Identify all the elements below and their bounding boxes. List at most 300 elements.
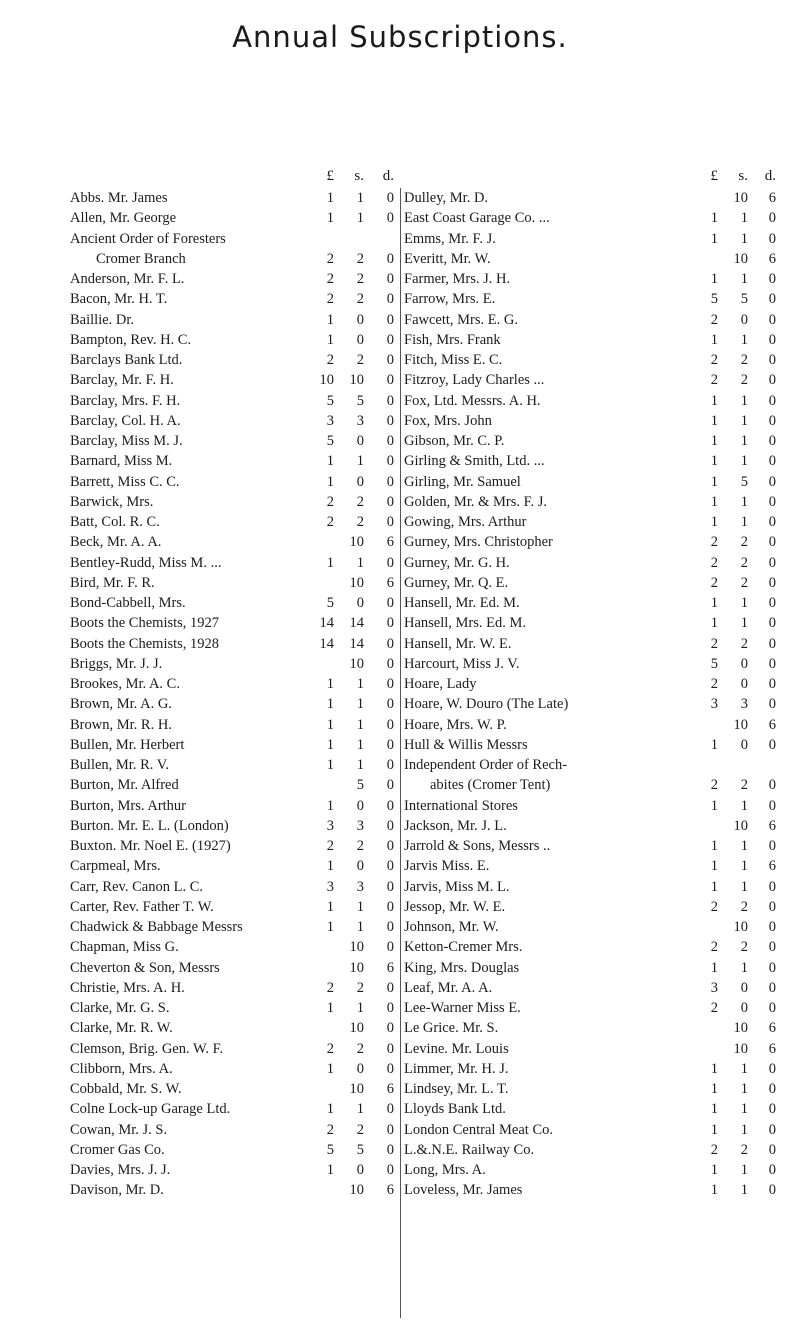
amount-pounds: 5 bbox=[326, 595, 334, 611]
amount-shillings: 1 bbox=[740, 878, 748, 895]
subscriber-name: Gurney, Mr. G. H. bbox=[404, 554, 510, 571]
subscriber-name: Gowing, Mrs. Arthur bbox=[404, 514, 527, 530]
subscriber-row bbox=[404, 269, 784, 289]
subscriber-name: Ketton-Cremer Mrs. bbox=[404, 939, 523, 956]
subscriber-row bbox=[404, 897, 784, 917]
amount-shillings: 1 bbox=[740, 230, 748, 247]
amount-shillings: 1 bbox=[356, 1000, 364, 1016]
amount-shillings: 1 bbox=[356, 190, 364, 206]
subscriber-row bbox=[70, 836, 400, 856]
amount-shillings: 0 bbox=[356, 433, 364, 449]
subscriber-name: Carr, Rev. Canon L. C. bbox=[70, 878, 203, 895]
amount-pounds: 1 bbox=[710, 959, 718, 976]
subscriber-name: Barclay, Col. H. A. bbox=[70, 412, 181, 429]
amount-shillings: 10 bbox=[733, 1040, 748, 1057]
subscriber-name: Burton, Mr. Alfred bbox=[70, 777, 179, 794]
subscriber-row bbox=[404, 998, 784, 1018]
subscriber-name: Jarvis, Miss M. L. bbox=[404, 878, 510, 895]
subscriber-row bbox=[404, 431, 784, 451]
amount-pounds: 2 bbox=[326, 514, 334, 530]
amount-pounds: 1 bbox=[710, 331, 718, 348]
amount-pounds: 2 bbox=[710, 635, 718, 652]
subscriber-row bbox=[404, 694, 784, 714]
amount-shillings: 10 bbox=[733, 817, 748, 834]
subscriber-name: abites (Cromer Tent) bbox=[430, 777, 551, 794]
amount-pence: 6 bbox=[386, 574, 394, 591]
amount-pounds: 1 bbox=[326, 716, 334, 733]
subscriber-row bbox=[70, 694, 400, 714]
amount-shillings: 3 bbox=[740, 696, 748, 713]
amount-pounds: 1 bbox=[710, 615, 718, 632]
subscriber-row bbox=[70, 269, 400, 289]
amount-pounds: 1 bbox=[710, 1081, 718, 1097]
subscriber-row bbox=[70, 755, 400, 775]
amount-shillings: 2 bbox=[356, 1040, 364, 1057]
subscriber-row bbox=[404, 917, 784, 937]
amount-pence: 0 bbox=[386, 676, 394, 692]
amount-pence: 0 bbox=[386, 919, 394, 935]
amount-pounds: 2 bbox=[710, 1141, 718, 1158]
amount-pence: 0 bbox=[386, 210, 394, 227]
amount-shillings: 2 bbox=[740, 939, 748, 956]
amount-pence: 0 bbox=[386, 1141, 394, 1158]
amount-pence: 0 bbox=[768, 311, 776, 328]
amount-pence: 0 bbox=[768, 230, 776, 247]
amount-pence: 0 bbox=[768, 352, 776, 368]
amount-shillings: 2 bbox=[740, 635, 748, 652]
amount-pence: 0 bbox=[386, 615, 394, 632]
amount-pence: 0 bbox=[768, 1081, 776, 1097]
subscriber-row bbox=[70, 249, 400, 269]
subscriber-row bbox=[70, 917, 400, 937]
amount-pounds: 1 bbox=[326, 919, 334, 935]
amount-shillings: 3 bbox=[356, 878, 364, 895]
subscriber-name: Anderson, Mr. F. L. bbox=[70, 271, 185, 287]
subscriber-row bbox=[404, 188, 784, 208]
amount-pence: 0 bbox=[768, 919, 776, 935]
subscriber-name: Brown, Mr. R. H. bbox=[70, 716, 172, 733]
amount-pence: 0 bbox=[386, 898, 394, 915]
amount-pounds: 1 bbox=[710, 858, 718, 875]
amount-shillings: 1 bbox=[356, 696, 364, 713]
amount-pence: 0 bbox=[386, 595, 394, 611]
subscriber-row bbox=[70, 330, 400, 350]
amount-pence: 0 bbox=[386, 797, 394, 814]
amount-shillings: 1 bbox=[740, 412, 748, 429]
subscriber-name: Ancient Order of Foresters bbox=[70, 230, 226, 247]
amount-shillings: 5 bbox=[356, 392, 364, 409]
amount-pence: 0 bbox=[768, 433, 776, 449]
subscriber-name: Hoare, Lady bbox=[404, 676, 477, 692]
subscriber-name: Lloyds Bank Ltd. bbox=[404, 1101, 506, 1118]
amount-pence: 0 bbox=[386, 250, 394, 267]
amount-shillings: 14 bbox=[349, 615, 364, 632]
amount-pounds: 2 bbox=[326, 250, 334, 267]
amount-shillings: 10 bbox=[733, 250, 748, 267]
amount-pounds: 1 bbox=[326, 473, 334, 490]
subscriber-name: Bullen, Mr. R. V. bbox=[70, 757, 169, 773]
subscriber-name: L.&.N.E. Railway Co. bbox=[404, 1141, 535, 1158]
subscriber-name: Clarke, Mr. R. W. bbox=[70, 1020, 173, 1037]
amount-pence: 0 bbox=[386, 716, 394, 733]
amount-pence: 6 bbox=[768, 817, 776, 834]
amount-pence: 0 bbox=[768, 959, 776, 976]
amount-pence: 0 bbox=[768, 453, 776, 470]
subscriber-row bbox=[70, 735, 400, 755]
amount-pounds: 3 bbox=[710, 979, 718, 996]
subscriber-row bbox=[404, 492, 784, 512]
subscriber-name: Chadwick & Babbage Messrs bbox=[70, 919, 243, 935]
subscriber-name: Gurney, Mr. Q. E. bbox=[404, 574, 509, 591]
amount-pence: 6 bbox=[768, 1040, 776, 1057]
amount-pounds: 14 bbox=[319, 615, 334, 632]
subscriber-name: Barnard, Miss M. bbox=[70, 453, 173, 470]
amount-pence: 0 bbox=[386, 554, 394, 571]
subscriber-name: Lindsey, Mr. L. T. bbox=[404, 1081, 509, 1097]
amount-pence: 0 bbox=[768, 331, 776, 348]
amount-shillings: 1 bbox=[740, 514, 748, 530]
subscriber-row bbox=[404, 1018, 784, 1038]
amount-pence: 0 bbox=[386, 372, 394, 389]
subscriber-name: Fox, Mrs. John bbox=[404, 412, 492, 429]
subscriber-name: Hoare, W. Douro (The Late) bbox=[404, 696, 569, 713]
amount-pence: 0 bbox=[386, 453, 394, 470]
amount-pence: 0 bbox=[768, 696, 776, 713]
amount-shillings: 10 bbox=[349, 372, 364, 389]
subscriber-name: Jackson, Mr. J. L. bbox=[404, 817, 507, 834]
amount-pence: 0 bbox=[386, 291, 394, 308]
amount-shillings: 2 bbox=[740, 372, 748, 389]
amount-shillings: 10 bbox=[349, 1182, 364, 1199]
subscriber-row bbox=[404, 451, 784, 471]
subscriber-name: Farrow, Mrs. E. bbox=[404, 291, 496, 308]
amount-pounds: 2 bbox=[710, 676, 718, 692]
amount-pounds: 1 bbox=[710, 230, 718, 247]
amount-shillings: 1 bbox=[740, 1081, 748, 1097]
amount-shillings: 1 bbox=[356, 453, 364, 470]
amount-shillings: 2 bbox=[740, 554, 748, 571]
subscriber-row bbox=[70, 451, 400, 471]
amount-pence: 6 bbox=[768, 858, 776, 875]
amount-shillings: 1 bbox=[740, 493, 748, 510]
pounds-header: £ bbox=[326, 168, 334, 184]
subscriber-row bbox=[404, 229, 784, 249]
subscriber-row bbox=[404, 978, 784, 998]
amount-pence: 0 bbox=[386, 655, 394, 672]
subscriber-name: Bird, Mr. F. R. bbox=[70, 574, 155, 591]
amount-pence: 0 bbox=[768, 1060, 776, 1077]
amount-shillings: 1 bbox=[740, 453, 748, 470]
subscriber-name: Davison, Mr. D. bbox=[70, 1182, 164, 1199]
subscriber-name: Bullen, Mr. Herbert bbox=[70, 736, 185, 753]
subscriber-row bbox=[404, 674, 784, 694]
pence-header: d. bbox=[764, 168, 776, 184]
subscriber-row bbox=[404, 755, 784, 775]
amount-pounds: 1 bbox=[326, 1000, 334, 1016]
amount-shillings: 1 bbox=[740, 1121, 748, 1138]
amount-pence: 0 bbox=[386, 777, 394, 794]
amount-shillings: 1 bbox=[740, 271, 748, 287]
subscriber-name: Jarrold & Sons, Messrs .. bbox=[404, 838, 551, 854]
subscriber-name: Boots the Chemists, 1927 bbox=[70, 615, 220, 632]
subscriber-row bbox=[70, 310, 400, 330]
amount-pence: 0 bbox=[768, 898, 776, 915]
amount-shillings: 3 bbox=[356, 817, 364, 834]
subscriber-name: London Central Meat Co. bbox=[404, 1121, 554, 1138]
subscriber-name: Briggs, Mr. J. J. bbox=[70, 655, 163, 672]
amount-pence: 0 bbox=[768, 291, 776, 308]
amount-pounds: 2 bbox=[326, 291, 334, 308]
subscriber-name: Everitt, Mr. W. bbox=[404, 250, 491, 267]
column-header bbox=[404, 168, 784, 188]
subscriber-name: Cobbald, Mr. S. W. bbox=[70, 1081, 182, 1097]
amount-shillings: 1 bbox=[356, 919, 364, 935]
amount-pence: 0 bbox=[768, 838, 776, 854]
subscriber-name: Davies, Mrs. J. J. bbox=[70, 1162, 171, 1178]
amount-pence: 0 bbox=[768, 1000, 776, 1016]
amount-pence: 0 bbox=[768, 1121, 776, 1138]
amount-shillings: 1 bbox=[740, 1101, 748, 1118]
subscriber-name: Hansell, Mrs. Ed. M. bbox=[404, 615, 527, 632]
amount-pounds: 1 bbox=[710, 433, 718, 449]
subscriber-row bbox=[70, 1180, 400, 1200]
amount-shillings: 5 bbox=[356, 777, 364, 794]
subscriber-name: Barclays Bank Ltd. bbox=[70, 352, 183, 368]
amount-pounds: 2 bbox=[710, 777, 718, 794]
amount-shillings: 1 bbox=[740, 1182, 748, 1199]
page-title: Annual Subscriptions. bbox=[232, 20, 568, 54]
amount-pounds: 1 bbox=[710, 1162, 718, 1178]
subscriber-row bbox=[70, 1079, 400, 1099]
amount-pence: 0 bbox=[386, 514, 394, 530]
amount-pence: 6 bbox=[768, 250, 776, 267]
amount-pence: 0 bbox=[768, 493, 776, 510]
amount-shillings: 0 bbox=[740, 736, 748, 753]
amount-shillings: 0 bbox=[740, 311, 748, 328]
amount-shillings: 3 bbox=[356, 412, 364, 429]
amount-shillings: 10 bbox=[349, 959, 364, 976]
amount-pence: 0 bbox=[386, 190, 394, 206]
pence-header: d. bbox=[382, 168, 394, 184]
subscriber-row bbox=[70, 553, 400, 573]
subscriber-row bbox=[404, 654, 784, 674]
amount-shillings: 2 bbox=[356, 291, 364, 308]
amount-pounds: 2 bbox=[326, 493, 334, 510]
amount-pence: 0 bbox=[386, 696, 394, 713]
amount-pounds: 1 bbox=[710, 1101, 718, 1118]
subscriber-name: Girling, Mr. Samuel bbox=[404, 473, 521, 490]
amount-pounds: 1 bbox=[326, 331, 334, 348]
amount-shillings: 2 bbox=[740, 777, 748, 794]
subscriber-row bbox=[404, 593, 784, 613]
amount-pounds: 14 bbox=[319, 635, 334, 652]
subscriber-name: Brown, Mr. A. G. bbox=[70, 696, 172, 713]
amount-shillings: 1 bbox=[740, 1060, 748, 1077]
amount-pounds: 1 bbox=[326, 736, 334, 753]
amount-pounds: 2 bbox=[710, 534, 718, 551]
subscriber-row bbox=[70, 1140, 400, 1160]
amount-pence: 0 bbox=[768, 939, 776, 956]
subscriber-row bbox=[70, 654, 400, 674]
subscriber-row bbox=[70, 492, 400, 512]
amount-pence: 0 bbox=[386, 1060, 394, 1077]
subscriber-row bbox=[70, 512, 400, 532]
subscriber-name: Hansell, Mr. W. E. bbox=[404, 635, 512, 652]
amount-shillings: 10 bbox=[733, 190, 748, 206]
amount-pence: 0 bbox=[768, 554, 776, 571]
amount-pence: 0 bbox=[386, 757, 394, 773]
subscriber-name: Bampton, Rev. H. C. bbox=[70, 331, 192, 348]
subscriber-row bbox=[404, 613, 784, 633]
amount-pounds: 3 bbox=[710, 696, 718, 713]
amount-pence: 0 bbox=[768, 514, 776, 530]
subscriber-row bbox=[70, 715, 400, 735]
amount-pence: 0 bbox=[386, 1162, 394, 1178]
amount-shillings: 10 bbox=[349, 574, 364, 591]
subscriber-row bbox=[404, 532, 784, 552]
subscriber-name: Gurney, Mrs. Christopher bbox=[404, 534, 553, 551]
subscriber-name: Allen, Mr. George bbox=[70, 210, 177, 227]
amount-pounds: 2 bbox=[326, 271, 334, 287]
subscriber-name: Fish, Mrs. Frank bbox=[404, 331, 501, 348]
subscriber-name: Hoare, Mrs. W. P. bbox=[404, 716, 507, 733]
amount-pence: 0 bbox=[386, 433, 394, 449]
amount-pence: 0 bbox=[768, 878, 776, 895]
subscriber-row bbox=[404, 958, 784, 978]
amount-pence: 0 bbox=[386, 412, 394, 429]
amount-pounds: 1 bbox=[710, 878, 718, 895]
subscriber-row bbox=[70, 370, 400, 390]
subscriber-row bbox=[404, 796, 784, 816]
amount-pence: 0 bbox=[768, 1101, 776, 1118]
amount-shillings: 0 bbox=[356, 797, 364, 814]
subscriber-row bbox=[70, 877, 400, 897]
subscriptions-column-left bbox=[70, 168, 400, 1201]
amount-pounds: 3 bbox=[326, 878, 334, 895]
subscriber-row bbox=[404, 715, 784, 735]
amount-pence: 0 bbox=[386, 493, 394, 510]
subscriber-row bbox=[404, 836, 784, 856]
amount-pence: 6 bbox=[386, 1081, 394, 1097]
subscriber-name: Buxton. Mr. Noel E. (1927) bbox=[70, 838, 231, 854]
amount-pence: 0 bbox=[386, 1000, 394, 1016]
amount-shillings: 2 bbox=[356, 1121, 364, 1138]
subscriber-name: Long, Mrs. A. bbox=[404, 1162, 486, 1178]
amount-shillings: 5 bbox=[740, 291, 748, 308]
amount-pence: 0 bbox=[386, 1101, 394, 1118]
subscriber-row bbox=[70, 350, 400, 370]
subscriber-row bbox=[70, 431, 400, 451]
amount-pence: 0 bbox=[386, 635, 394, 652]
subscriber-row bbox=[70, 1160, 400, 1180]
shillings-header: s. bbox=[354, 168, 364, 184]
amount-pounds: 1 bbox=[710, 1182, 718, 1199]
amount-shillings: 0 bbox=[356, 473, 364, 490]
amount-shillings: 1 bbox=[740, 858, 748, 875]
subscriber-name: Brookes, Mr. A. C. bbox=[70, 676, 180, 692]
subscriber-name: Chapman, Miss G. bbox=[70, 939, 179, 956]
subscriber-name: East Coast Garage Co. ... bbox=[404, 210, 550, 227]
subscriber-row bbox=[404, 1140, 784, 1160]
amount-shillings: 0 bbox=[356, 858, 364, 875]
amount-pounds: 1 bbox=[710, 838, 718, 854]
amount-shillings: 14 bbox=[349, 635, 364, 652]
amount-pence: 0 bbox=[386, 817, 394, 834]
amount-pounds: 5 bbox=[326, 1141, 334, 1158]
subscriber-name: Barclay, Mrs. F. H. bbox=[70, 392, 181, 409]
subscriber-row bbox=[404, 937, 784, 957]
subscriber-name: Barwick, Mrs. bbox=[70, 493, 154, 510]
subscriber-row bbox=[70, 573, 400, 593]
subscriber-row bbox=[404, 735, 784, 755]
amount-pence: 6 bbox=[386, 959, 394, 976]
subscriber-row bbox=[404, 775, 784, 795]
amount-pence: 0 bbox=[768, 210, 776, 227]
subscriber-name: Loveless, Mr. James bbox=[404, 1182, 523, 1199]
amount-pounds: 5 bbox=[326, 392, 334, 409]
subscriber-name: Abbs. Mr. James bbox=[70, 190, 168, 206]
amount-pounds: 5 bbox=[710, 655, 718, 672]
amount-pence: 0 bbox=[386, 939, 394, 956]
subscriptions-column-right bbox=[404, 168, 784, 1201]
amount-pence: 0 bbox=[386, 271, 394, 287]
amount-shillings: 2 bbox=[356, 838, 364, 854]
amount-shillings: 2 bbox=[356, 352, 364, 368]
amount-pounds: 1 bbox=[326, 1101, 334, 1118]
subscriber-row bbox=[70, 1018, 400, 1038]
amount-pounds: 1 bbox=[326, 898, 334, 915]
amount-pounds: 1 bbox=[710, 514, 718, 530]
subscriber-row bbox=[404, 472, 784, 492]
subscriber-row bbox=[70, 593, 400, 613]
amount-pence: 0 bbox=[768, 1182, 776, 1199]
amount-pounds: 2 bbox=[710, 311, 718, 328]
amount-shillings: 0 bbox=[740, 979, 748, 996]
subscriber-name: Carter, Rev. Father T. W. bbox=[70, 898, 214, 915]
amount-shillings: 1 bbox=[740, 615, 748, 632]
amount-shillings: 10 bbox=[733, 919, 748, 935]
subscriber-name: International Stores bbox=[404, 797, 518, 814]
amount-shillings: 2 bbox=[740, 574, 748, 591]
amount-shillings: 2 bbox=[356, 493, 364, 510]
subscriber-name: Barclay, Miss M. J. bbox=[70, 433, 183, 449]
subscriber-row bbox=[404, 553, 784, 573]
subscriber-row bbox=[70, 897, 400, 917]
amount-shillings: 1 bbox=[740, 838, 748, 854]
amount-shillings: 0 bbox=[740, 1000, 748, 1016]
subscriber-name: Boots the Chemists, 1928 bbox=[70, 635, 220, 652]
subscriber-name: Barclay, Mr. F. H. bbox=[70, 372, 174, 389]
subscriber-row bbox=[70, 1039, 400, 1059]
subscriber-row bbox=[70, 188, 400, 208]
amount-pence: 0 bbox=[386, 838, 394, 854]
amount-pounds: 2 bbox=[710, 352, 718, 368]
subscriber-name: Emms, Mr. F. J. bbox=[404, 230, 496, 247]
subscriber-row bbox=[70, 229, 400, 249]
subscriber-row bbox=[70, 1099, 400, 1119]
amount-pounds: 2 bbox=[710, 574, 718, 591]
amount-shillings: 10 bbox=[733, 1020, 748, 1037]
subscriber-name: Fitzroy, Lady Charles ... bbox=[404, 372, 545, 389]
subscriber-name: Clibborn, Mrs. A. bbox=[70, 1060, 173, 1077]
subscriber-name: Cromer Branch bbox=[96, 250, 186, 267]
amount-shillings: 2 bbox=[356, 271, 364, 287]
amount-pounds: 1 bbox=[326, 453, 334, 470]
amount-shillings: 10 bbox=[349, 534, 364, 551]
subscriber-row bbox=[70, 613, 400, 633]
subscriber-row bbox=[404, 1079, 784, 1099]
amount-pounds: 5 bbox=[326, 433, 334, 449]
